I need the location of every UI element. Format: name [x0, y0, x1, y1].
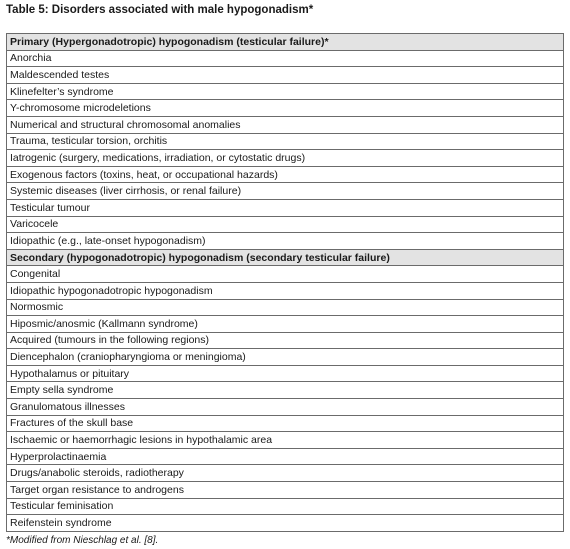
table-cell: Idiopathic (e.g., late-onset hypogonadism): [7, 233, 564, 250]
table-cell: Reifenstein syndrome: [7, 515, 564, 532]
table-title: Table 5: Disorders associated with male hypogonadism*: [6, 4, 314, 16]
table-cell: Anorchia: [7, 50, 564, 67]
table-cell: Empty sella syndrome: [7, 382, 564, 399]
table-cell: Granulomatous illnesses: [7, 399, 564, 416]
table-cell: Target organ resistance to androgens: [7, 482, 564, 499]
table-row: [7, 316, 564, 333]
table-cell: Hiposmic/anosmic (Kallmann syndrome): [7, 316, 564, 333]
table-row: [7, 133, 564, 150]
table-row: [7, 116, 564, 133]
table-row: [7, 349, 564, 366]
table-cell: Exogenous factors (toxins, heat, or occupational hazards): [7, 166, 564, 183]
table-row: [7, 515, 564, 532]
table-row: [7, 282, 564, 299]
table-row: [7, 498, 564, 515]
table-cell: Diencephalon (craniopharyngioma or meningioma): [7, 349, 564, 366]
table-cell: Numerical and structural chromosomal anomalies: [7, 116, 564, 133]
table-cell: Congenital: [7, 266, 564, 283]
table-cell: Varicocele: [7, 216, 564, 233]
section-header-row: [7, 34, 564, 51]
table-row: [7, 233, 564, 250]
table-row: [7, 448, 564, 465]
table-cell: Idiopathic hypogonadotropic hypogonadism: [7, 282, 564, 299]
table-body: [7, 34, 564, 532]
table-row: [7, 415, 564, 432]
disorders-table: [6, 33, 564, 532]
table-row: [7, 399, 564, 416]
section-header-cell: Primary (Hypergonadotropic) hypogonadism (testicular failure)*: [7, 34, 564, 51]
table-cell: Maldescended testes: [7, 67, 564, 84]
table-row: [7, 216, 564, 233]
table-row: [7, 183, 564, 200]
table-cell: Systemic diseases (liver cirrhosis, or renal failure): [7, 183, 564, 200]
table-row: [7, 150, 564, 167]
table-row: [7, 299, 564, 316]
table-cell: Acquired (tumours in the following regions): [7, 332, 564, 349]
table-cell: Trauma, testicular torsion, orchitis: [7, 133, 564, 150]
section-header-row: [7, 249, 564, 266]
table-row: [7, 465, 564, 482]
table-row: [7, 199, 564, 216]
table-row: [7, 382, 564, 399]
table-cell: Hyperprolactinaemia: [7, 448, 564, 465]
table-cell: Klinefelter’s syndrome: [7, 83, 564, 100]
table-cell: Fractures of the skull base: [7, 415, 564, 432]
table-cell: Iatrogenic (surgery, medications, irradiation, or cytostatic drugs): [7, 150, 564, 167]
table-cell: Normosmic: [7, 299, 564, 316]
table-row: [7, 166, 564, 183]
table-row: [7, 482, 564, 499]
table-cell: Testicular tumour: [7, 199, 564, 216]
table-row: [7, 432, 564, 449]
table-row: [7, 67, 564, 84]
table-row: [7, 50, 564, 67]
section-header-cell: Secondary (hypogonadotropic) hypogonadism (secondary testicular failure): [7, 249, 564, 266]
table-row: [7, 332, 564, 349]
table-row: [7, 365, 564, 382]
table-cell: Y-chromosome microdeletions: [7, 100, 564, 117]
table-cell: Testicular feminisation: [7, 498, 564, 515]
table-row: [7, 83, 564, 100]
table-cell: Ischaemic or haemorrhagic lesions in hypothalamic area: [7, 432, 564, 449]
table-row: [7, 100, 564, 117]
table-cell: Drugs/anabolic steroids, radiotherapy: [7, 465, 564, 482]
table-row: [7, 266, 564, 283]
table-footnote: *Modified from Nieschlag et al. [8].: [6, 534, 159, 546]
table-cell: Hypothalamus or pituitary: [7, 365, 564, 382]
